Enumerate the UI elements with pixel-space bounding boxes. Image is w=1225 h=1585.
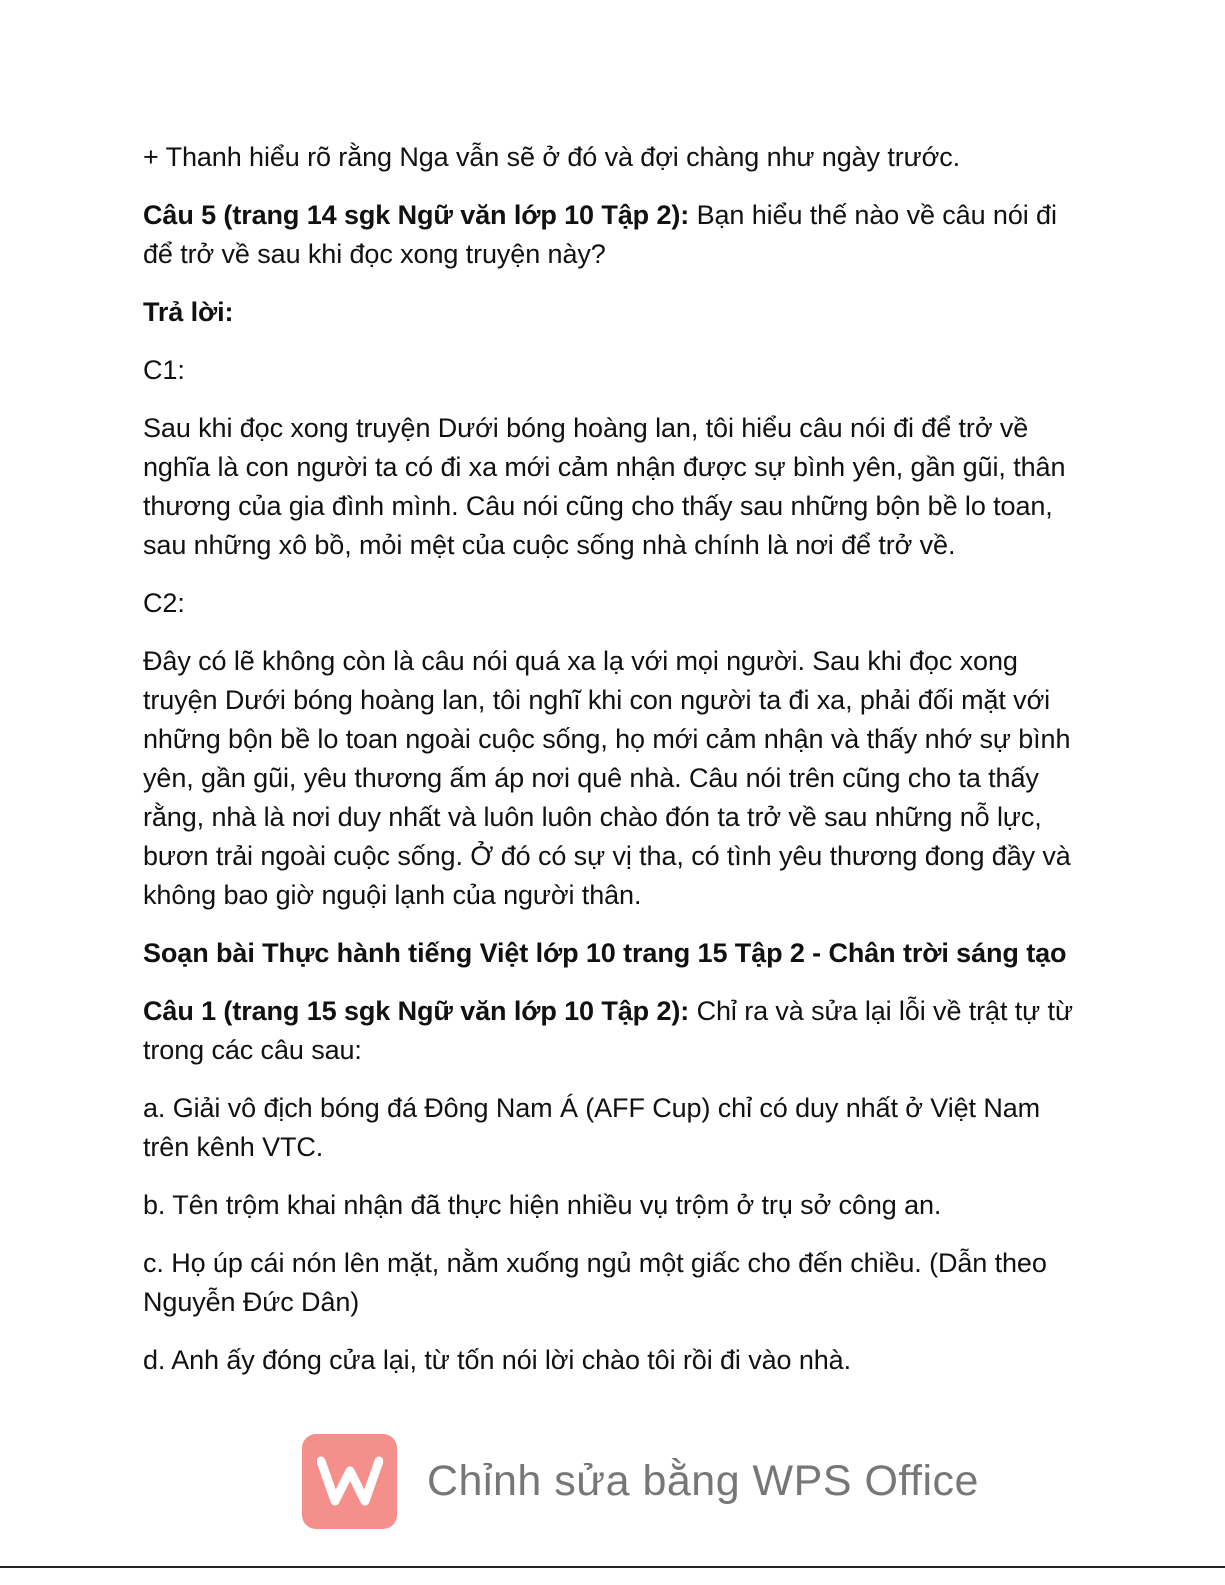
document-page <box>143 138 1083 1399</box>
item-c: c. Họ úp cái nón lên mặt, nằm xuống ngủ một giấc cho đến chiều. (Dẫn theo Nguyễn Đức Dân) <box>143 1248 1047 1317</box>
section-heading: Soạn bài Thực hành tiếng Việt lớp 10 trang 15 Tập 2 - Chân trời sáng tạo <box>143 938 1067 968</box>
question-1 <box>143 992 1083 1070</box>
wps-watermark <box>302 1432 979 1530</box>
c1-label: C1: <box>143 355 185 385</box>
watermark-text: Chỉnh sửa bằng WPS Office <box>427 1456 979 1505</box>
item-a: a. Giải vô địch bóng đá Đông Nam Á (AFF Cup) chỉ có duy nhất ở Việt Nam trên kênh VTC. <box>143 1093 1041 1162</box>
paragraph-intro: + Thanh hiểu rõ rằng Nga vẫn sẽ ở đó và đợi chàng như ngày trước. <box>143 142 961 172</box>
question-5-label: Câu 5 (trang 14 sgk Ngữ văn lớp 10 Tập 2): <box>143 200 690 230</box>
c1-paragraph: Sau khi đọc xong truyện Dưới bóng hoàng lan, tôi hiểu câu nói đi để trở về nghĩa là con người ta có đi xa mới cảm nhận được sự bình yên, gần gũi, thân thương của gia đình mình. Câu nói cũng cho thấy sau những bộn bề lo toan, sau những xô bồ, mỏi mệt của cuộc sống nhà chính là nơi để trở về. <box>143 413 1066 560</box>
c2-paragraph: Đây có lẽ không còn là câu nói quá xa lạ với mọi người. Sau khi đọc xong truyện Dưới bóng hoàng lan, tôi nghĩ khi con người ta đi xa, phải đối mặt với những bộn bề lo toan ngoài cuộc sống, họ mới cảm nhận và thấy nhớ sự bình yên, gần gũi, yêu thương ấm áp nơi quê nhà. Câu nói trên cũng cho ta thấy rằng, nhà là nơi duy nhất và luôn luôn chào đón ta trở về sau những nỗ lực, bươn trải ngoài cuộc sống. Ở đó có sự vị tha, có tình yêu thương đong đầy và không bao giờ nguội lạnh của người thân. <box>143 646 1071 910</box>
question-1-text: Chỉ ra và sửa lại lỗi về trật tự từ trong các câu sau: <box>143 996 1073 1065</box>
question-1-label: Câu 1 (trang 15 sgk Ngữ văn lớp 10 Tập 2): <box>143 996 690 1026</box>
item-d: d. Anh ấy đóng cửa lại, từ tốn nói lời chào tôi rồi đi vào nhà. <box>143 1345 851 1375</box>
answer-label: Trả lời: <box>143 297 234 327</box>
question-5-text: Bạn hiểu thế nào về câu nói đi để trở về sau khi đọc xong truyện này? <box>143 200 1057 269</box>
item-b: b. Tên trộm khai nhận đã thực hiện nhiều vụ trộm ở trụ sở công an. <box>143 1190 942 1220</box>
wps-logo-icon <box>302 1434 397 1529</box>
page-bottom-border <box>0 1566 1225 1568</box>
c2-label: C2: <box>143 588 185 618</box>
question-5 <box>143 196 1083 274</box>
